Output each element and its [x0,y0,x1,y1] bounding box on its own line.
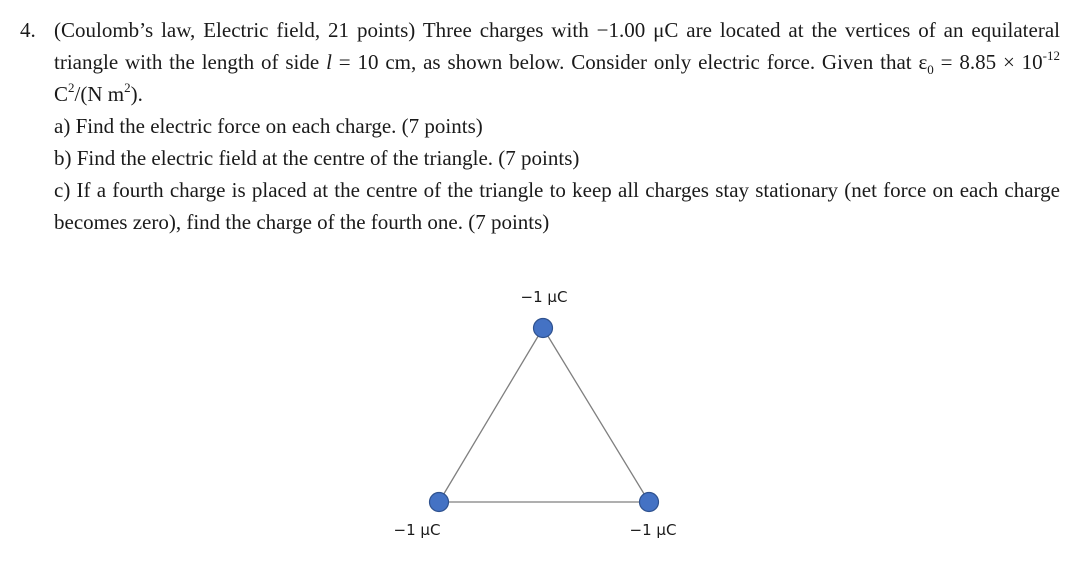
unit-part-a: C [54,82,69,106]
charge-label-bottom-right: −1 μC [629,521,677,539]
unit-part-c: ). [130,82,143,106]
edge-right [543,328,649,502]
epsilon-subscript: 0 [927,62,934,78]
unit-superscript-1: 2 [68,80,75,95]
part-b: b) Find the electric field at the centre of the triangle. (7 points) [54,146,580,170]
charge-node-top [534,319,553,338]
stem-middle: = 10 cm, as shown below. Consider only electric force. Given that ε [331,50,928,74]
charge-label-bottom-left: −1 μC [393,521,441,539]
charge-label-top: −1 μC [520,288,568,306]
unit-superscript-2: 2 [124,80,131,95]
stem-equals: = 8.85 × 10 [933,50,1043,74]
exponent: -12 [1042,48,1060,63]
charge-node-bottom-left [430,493,449,512]
charge-node-bottom-right [640,493,659,512]
part-a: a) Find the electric force on each charge. (7 points) [54,114,483,138]
side-length-variable: l [326,50,332,74]
edge-left [439,328,543,502]
unit-part-b: /(N m [74,82,125,106]
stem-intro: (Coulomb’s law, Electric field, 21 points) Three charges with −1.00 μC are located at the vertices of an equilateral triangle with the length of side [54,18,1060,74]
question-number: 4. [20,18,36,42]
part-c: c) If a fourth charge is placed at the centre of the triangle to keep all charges stay stationary (net force on each charge becomes zero), find the charge of the fourth one. (7 points) [54,178,1060,234]
